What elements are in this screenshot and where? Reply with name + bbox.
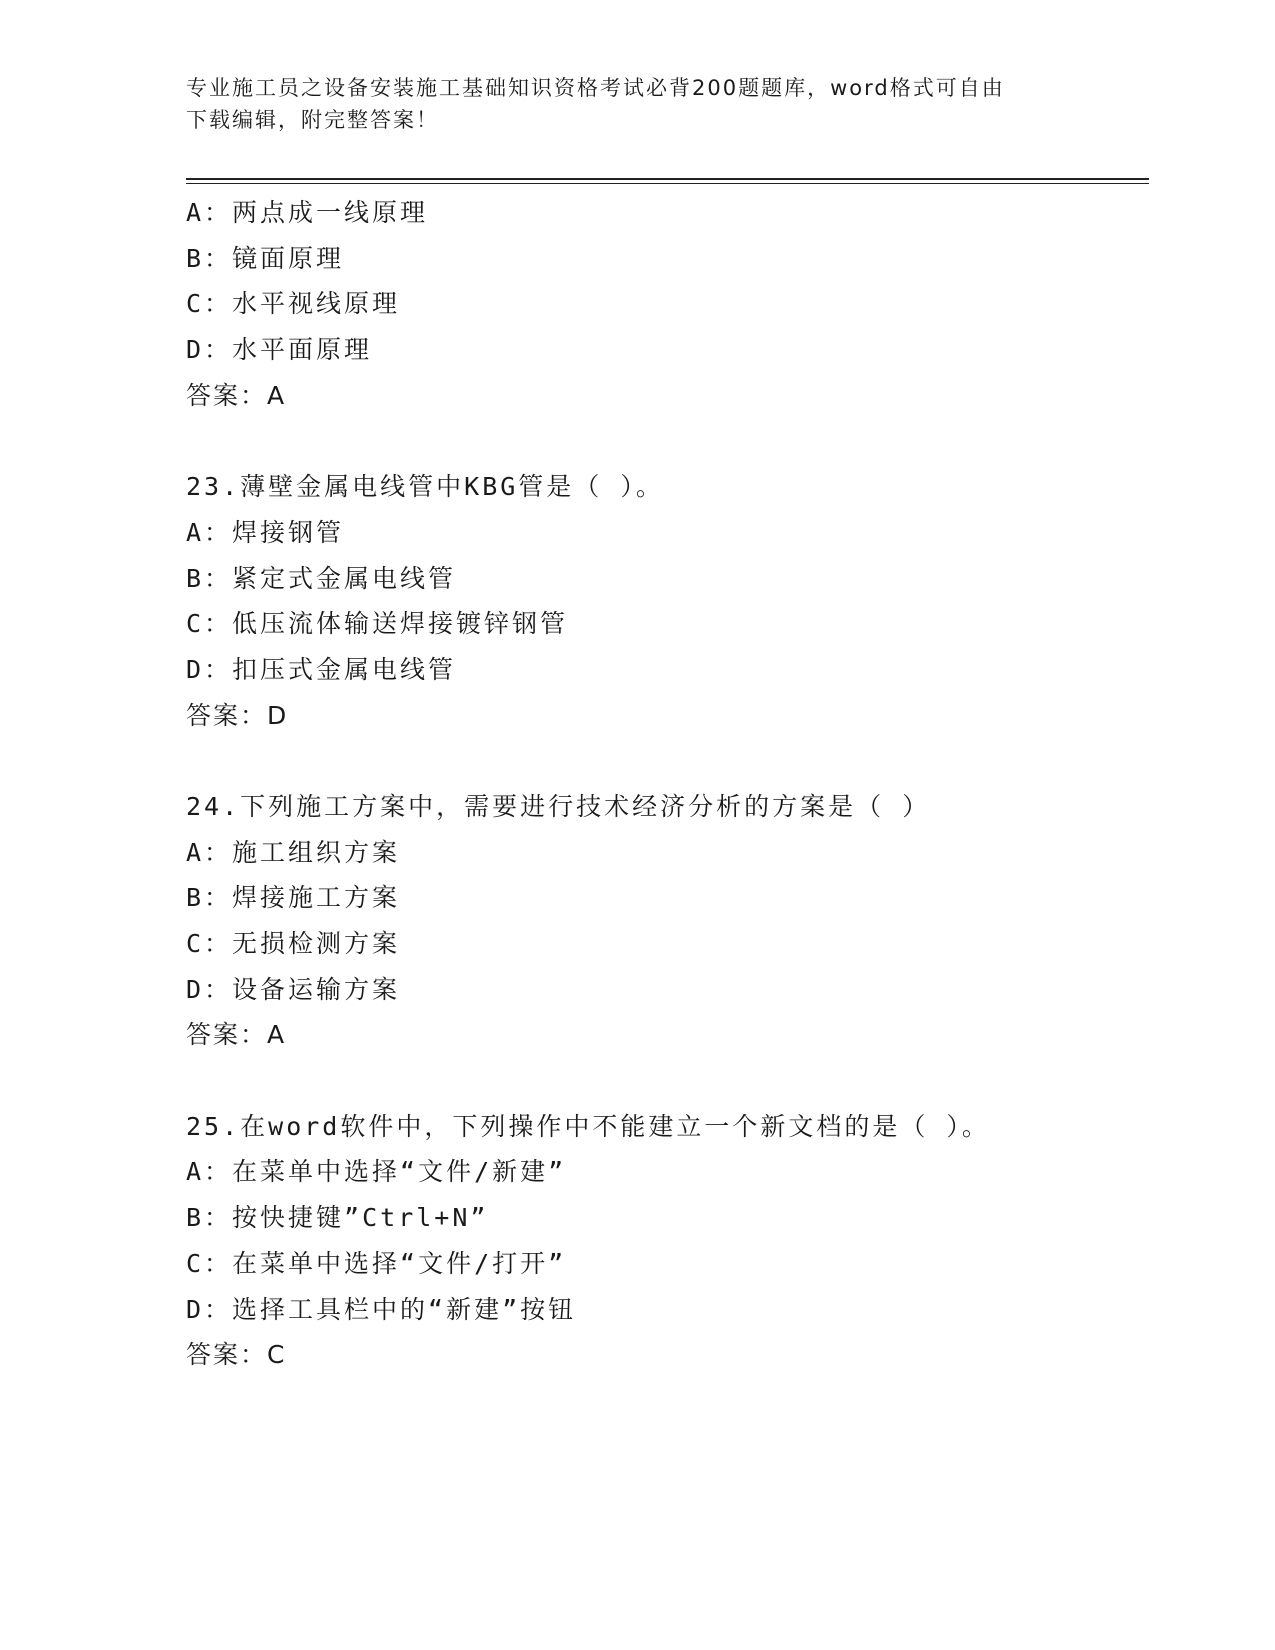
- option-a: A：施工组织方案: [186, 837, 401, 867]
- header-line-2: 下载编辑，附完整答案！: [186, 108, 439, 132]
- option-d: D：水平面原理: [186, 335, 373, 365]
- spacer: [186, 418, 1149, 464]
- question-stem: 23.薄壁金属电线管中KBG管是（ ）。: [186, 472, 664, 502]
- option-a: A：焊接钢管: [186, 517, 345, 547]
- answer: 答案：C: [186, 1340, 287, 1370]
- question-stem: 24.下列施工方案中，需要进行技术经济分析的方案是（ ）: [186, 791, 931, 821]
- answer: 答案：A: [186, 1020, 287, 1050]
- header-rule-thin: [186, 183, 1149, 184]
- option-c: C：水平视线原理: [186, 289, 401, 319]
- option-b: B：镜面原理: [186, 243, 345, 273]
- option-a: A：在菜单中选择“文件/新建”: [186, 1157, 567, 1187]
- option-c: C：低压流体输送焊接镀锌钢管: [186, 609, 569, 639]
- document-header: [186, 72, 1086, 136]
- option-d: D：扣压式金属电线管: [186, 654, 457, 684]
- spacer: [186, 738, 1149, 784]
- question-stem: 25.在word软件中，下列操作中不能建立一个新文档的是（ ）。: [186, 1111, 990, 1141]
- spacer: [186, 1058, 1149, 1104]
- question-block-25: [186, 1104, 1149, 1378]
- option-d: D：选择工具栏中的“新建”按钮: [186, 1294, 577, 1324]
- question-list: [186, 190, 1149, 1378]
- header-rule-thick: [186, 178, 1149, 180]
- option-b: B：焊接施工方案: [186, 883, 401, 913]
- question-block-24: [186, 784, 1149, 1058]
- option-b: B：紧定式金属电线管: [186, 563, 457, 593]
- question-block-23: [186, 464, 1149, 738]
- question-block-22: [186, 190, 1149, 418]
- option-a: A：两点成一线原理: [186, 198, 429, 227]
- answer: 答案：D: [186, 700, 289, 730]
- answer: 答案：A: [186, 380, 287, 410]
- option-b: B：按快捷键”Ctrl+N”: [186, 1203, 489, 1233]
- option-c: C：在菜单中选择“文件/打开”: [186, 1248, 567, 1278]
- option-c: C：无损检测方案: [186, 929, 401, 958]
- header-line-1: 专业施工员之设备安装施工基础知识资格考试必背200题题库，word格式可自由: [186, 76, 1005, 100]
- option-d: D：设备运输方案: [186, 974, 401, 1004]
